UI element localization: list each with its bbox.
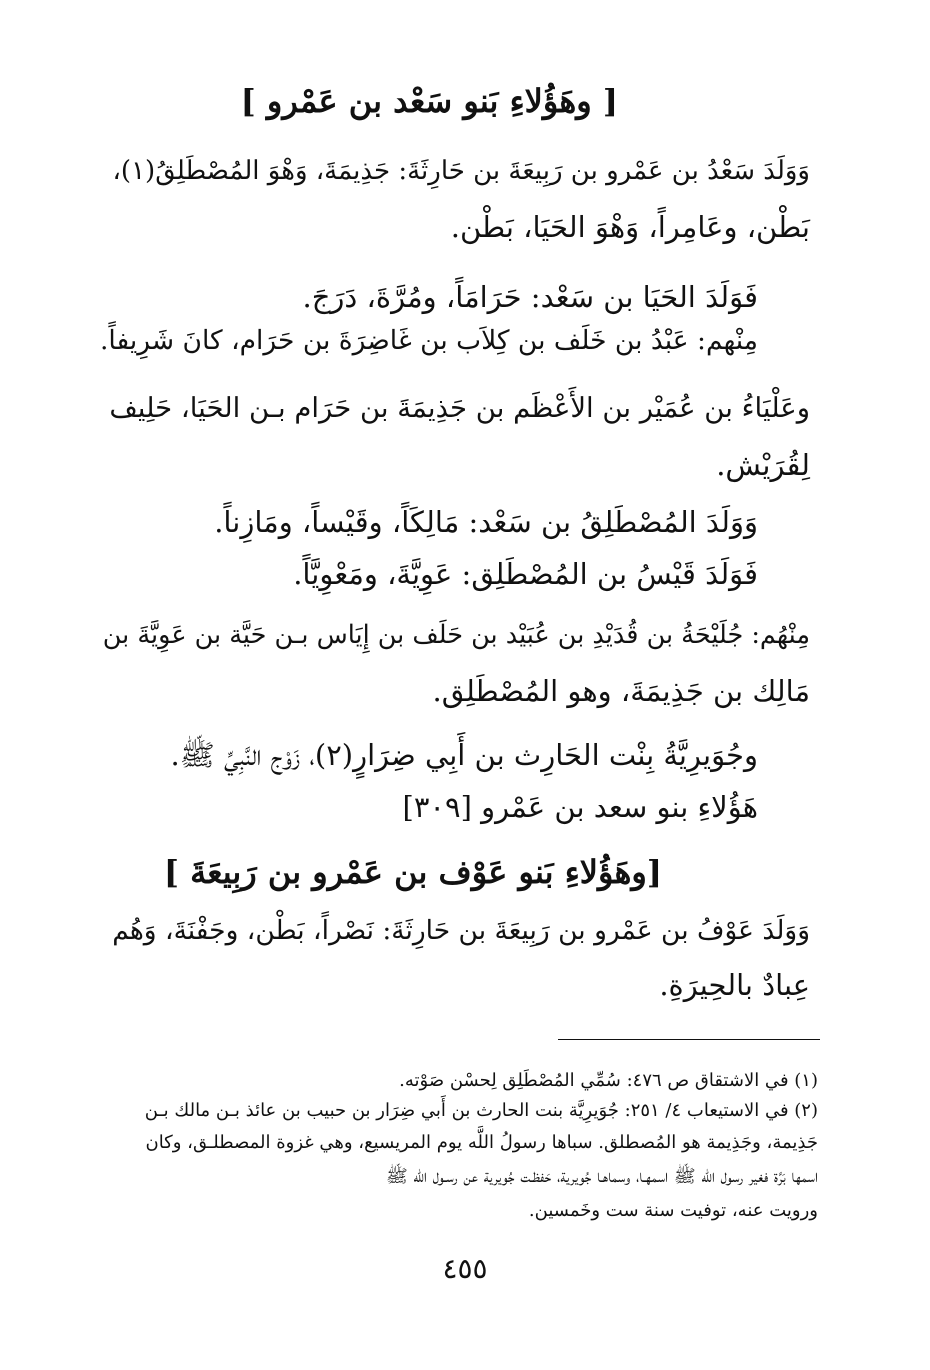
footnote-1: (١) في الاشتقاق ص ٤٧٦: سُمِّي المُصْطَلِق لِحسْن صَوْته.: [399, 1070, 818, 1091]
para2-line1: فَوَلَدَ الحَيَا بن سَعْد: حَرَامَاً، ومُرَّةَ، دَرَجَ.: [302, 280, 758, 314]
para6-line1: وجُوَيرِيَّةُ بِنْت الحَارِث بن أَبِي ضِرَارٍ(٢)، زَوْج النَّبِيِّ ﷺ.: [170, 738, 758, 772]
para1-line2: بَطْن، وعَامِراً، وَهْوَ الحَيَا، بَطْن.: [450, 210, 810, 244]
para1-line1: وَوَلَدَ سَعْدُ بن عَمْرو بن رَبِيعَةَ بن حَارِثَةَ: جَذِيمَةَ، وَهْوَ المُصْطَلِقُ(١)،: [112, 156, 810, 186]
page-number: ٤٥٥: [442, 1252, 488, 1285]
footnote-2-line2: جَذِيمة، وجَذِيمة هو المُصطلق. سباها رسولُ اللَّه يوم المريسيع، وهي غزوة المصطلـق، وكان: [145, 1132, 818, 1153]
para6-line2: هَؤُلاءِ بنو سعد بن عَمْرو [٣٠٩]: [402, 790, 758, 824]
para4-line1: وَوَلَدَ المُصْطَلِقُ بن سَعْد: مَالِكَاً، وقَيْساً، ومَازِناً.: [214, 505, 758, 539]
footnote-2-line3: اسمها بَرَّة فغير رسول الله ﷺ اسمهـا، وسماهـا جُويرية، حَفظـت جُويرية عن رسـول الله ﷺ: [385, 1166, 818, 1187]
section-heading-bani-saad: [ وهَؤُلاءِ بَنو سَعْد بن عَمْرو ]: [240, 82, 618, 120]
para7-line1: وَوَلَدَ عَوْفُ بن عَمْرو بن رَبِيعَةَ بن حَارِثَةَ: نَصْراً، بَطْن، وجَفْنَةَ، وَهُم: [112, 915, 810, 946]
para7-line2: عِبادٌ بالحِيرَةِ.: [659, 968, 810, 1002]
para4-line2: فَوَلَدَ قَيْسُ بن المُصْطَلِق: عَوِيَّةَ، ومَعْوِيَّاً.: [293, 557, 758, 591]
footnote-2-line1: (٢) في الاستيعاب ٤/ ٢٥١: جُوَيرِيَّة بنت الحارث بن أَبي ضِرَار بن حبيب بن عائذ بـن مالك بـن: [144, 1100, 818, 1121]
para5-line1: مِنْهُم: جُلَيْحَةُ بن قُدَيْدِ بن عُبَيْد بن حَلَف بن إِيَاس بـن حَيَّة بن عَوِيَّةَ بن: [102, 620, 810, 650]
para2-line2: مِنْهم: عَبْدُ بن خَلَف بن كِلاَب بن غَاضِرَةَ بن حَرَام، كانَ شَرِيفاً.: [99, 325, 758, 356]
para3-line1: وعَلْيَاءُ بن عُمَيْر بن الأَعْظَم بن جَذِيمَةَ بن حَرَام بـن الحَيَا، حَلِيف: [109, 392, 810, 424]
section-heading-bani-awf: [وهَؤُلاءِ بَنو عَوْف بن عَمْرو بن رَبِيعَةَ ]: [163, 853, 662, 891]
para3-line2: لِقُرَيْش.: [716, 448, 810, 482]
para5-line2: مَالِك بن جَذِيمَةَ، وهو المُصْطَلِق.: [432, 674, 810, 708]
footnote-2-line4: ورويت عنه، توفيت سنة ست وخَمسين.: [528, 1200, 818, 1221]
footnote-divider: [558, 1039, 820, 1040]
